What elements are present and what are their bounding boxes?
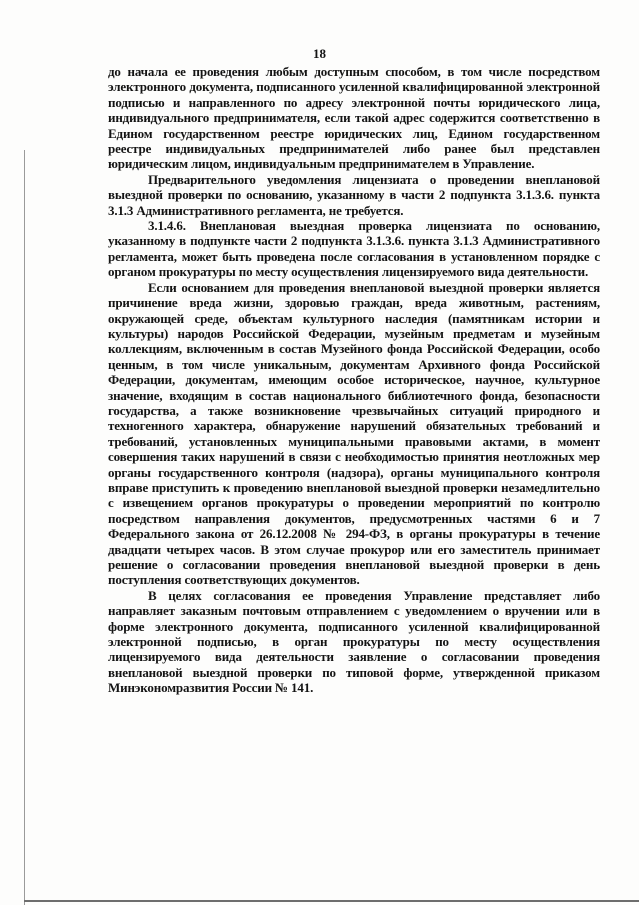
page-number: 18 xyxy=(313,46,326,61)
scan-left-edge xyxy=(24,150,25,905)
paragraph-item-3-1-4-6: 3.1.4.6. Внеплановая выездная проверка лицензиата по основанию, указанному в подпункте части 2 подпункта 3.1.3.6. пункта 3.1.3 Административного регламента, может быть проведена после согласования в установленном порядке с органом прокуратуры по месту осуществления лицензируемого вида деятельности. xyxy=(108,218,600,280)
document-body xyxy=(108,64,600,696)
paragraph-urgent-grounds: Если основанием для проведения внеплановой выездной проверки является причинение вреда жизни, здоровью граждан, вреда животным, растениям, окружающей среде, объектам культурного наследия (памятникам истории и культуры) народов Российской Федерации, музейным предметам и музейным коллекциям, включенным в состав Музейного фонда Российской Федерации, особо ценным, в том числе уникальным, документам Архивного фонда Российской Федерации, документам, имеющим особое историческое, научное, культурное значение, входящим в состав национального библиотечного фонда, безопасности государства, а также возникновение чрезвычайных ситуаций природного и техногенного характера, обнаружение нарушений обязательных требований и требований, установленных муниципальными правовыми актами, в момент совершения таких нарушений в связи с необходимостью принятия неотложных мер органы государственного контроля (надзора), органы муниципального контроля вправе приступить к проведению внеплановой выездной проверки незамедлительно с извещением органов прокуратуры о проведении мероприятий по контролю посредством направления документов, предусмотренных частями 6 и 7 Федерального закона от 26.12.2008 № 294-ФЗ, в органы прокуратуры в течение двадцати четырех часов. В этом случае прокурор или его заместитель принимает решение о согласовании проведения внеплановой выездной проверки в день поступления соответствующих документов. xyxy=(108,279,600,588)
paragraph-no-notice: Предварительного уведомления лицензиата о проведении внеплановой выездной проверки по основанию, указанному в части 2 подпункта 3.1.3.6. пункта 3.1.3 Административного регламента, не требуется. xyxy=(108,171,600,218)
scan-bottom-edge xyxy=(24,900,639,902)
paragraph-approval-request: В целях согласования ее проведения Управление представляет либо направляет заказным почтовым отправлением с уведомлением о вручении или в форме электронного документа, подписанного усиленной квалифицированной электронной подписью, в орган прокуратуры по месту осуществления лицензируемого вида деятельности заявление о согласовании проведения внеплановой выездной проверки по типовой форме, утвержденной приказом Минэкономразвития России № 141. xyxy=(108,587,600,696)
paragraph-continuation: до начала ее проведения любым доступным способом, в том числе посредством электронного документа, подписанного усиленной квалифицированной электронной подписью и направленного по адресу электронной почты юридического лица, индивидуального предпринимателя, если такой адрес содержится соответственно в Едином государственном реестре юридических лиц, Едином государственном реестре индивидуальных предпринимателей либо ранее был представлен юридическим лицом, индивидуальным предпринимателем в Управление. xyxy=(108,64,600,172)
